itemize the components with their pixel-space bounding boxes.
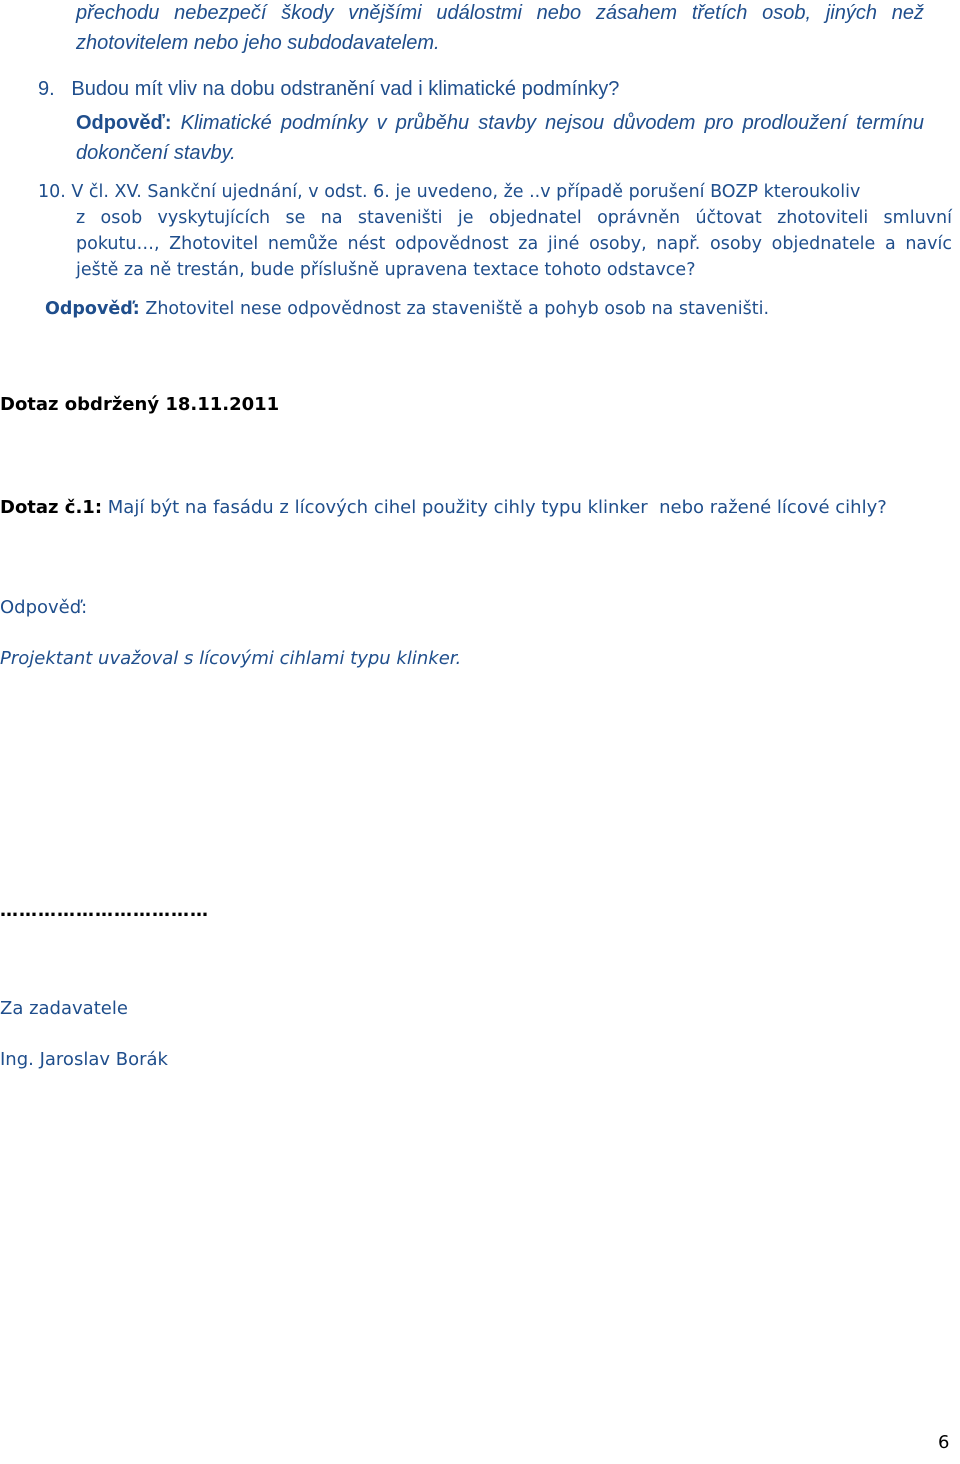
answer-label: Odpověď: — [76, 112, 172, 134]
intro-line-1: přechodu nebezpečí škody vnějšími událostmi nebo zásahem třetích osob, jiných než — [76, 2, 924, 24]
question-9-answer-line-2: dokončení stavby. — [76, 142, 236, 164]
answer-label: Odpověď: — [45, 299, 140, 319]
answer-1-label: Odpověď: — [0, 597, 88, 618]
dotaz-1-text: Mají být na fasádu z lícových cihel použity cihly typu klinker nebo ražené lícové cihly? — [102, 497, 887, 518]
question-10-answer — [45, 296, 769, 322]
dotaz-1-label: Dotaz č.1: — [0, 497, 103, 518]
question-10-line-1: 10. V čl. XV. Sankční ujednání, v odst. 6. je uvedeno, že ..v případě porušení BOZP kteroukoliv — [38, 182, 861, 202]
question-10-line-3: pokutu…, Zhotovitel nemůže nést odpovědnost za jiné osoby, např. osoby objednatele a navíc — [76, 234, 952, 254]
page-number: 6 — [938, 1432, 950, 1453]
answer-text: Klimatické podmínky v průběhu stavby nejsou důvodem pro prodloužení termínu — [171, 112, 924, 134]
question-10-line-4: ještě za ně trestán, bude příslušně upravena textace tohoto odstavce? — [76, 260, 696, 280]
question-10-line-2: z osob vyskytujících se na staveništi je objednatel oprávněn účtovat zhotoviteli smluvní — [76, 208, 952, 228]
signature-name: Ing. Jaroslav Borák — [0, 1049, 168, 1070]
answer-text: Zhotovitel nese odpovědnost za staveniště a pohyb osob na staveništi. — [139, 299, 770, 319]
signature-dots: …………………………… — [0, 900, 209, 921]
answer-1-text: Projektant uvažoval s lícovými cihlami typu klinker. — [0, 648, 462, 669]
question-9: 9. Budou mít vliv na dobu odstranění vad i klimatické podmínky? — [38, 78, 620, 100]
dotaz-header: Dotaz obdržený 18.11.2011 — [0, 394, 280, 415]
signature-for: Za zadavatele — [0, 998, 128, 1019]
dotaz-1 — [0, 495, 887, 521]
intro-line-2: zhotovitelem nebo jeho subdodavatelem. — [76, 32, 440, 54]
question-9-answer-line-1 — [76, 110, 924, 136]
